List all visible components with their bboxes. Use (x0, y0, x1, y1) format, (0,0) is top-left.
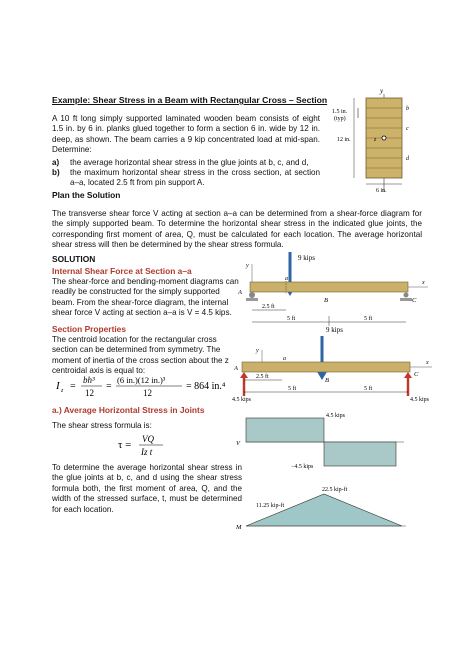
beam-rect (250, 282, 408, 292)
example-title: Example: Shear Stress in a Beam with Rectangular Cross – Section (52, 95, 328, 105)
item-b-text: the maximum horizontal shear stress in the cross section, at section a–a, located 2.5 ft from pin support A. (70, 168, 320, 188)
cs-plank-label: 1.5 in. (332, 109, 348, 115)
props-heading: Section Properties (52, 324, 127, 334)
inertia-equation (56, 373, 241, 401)
beam-C-label: C (412, 297, 417, 304)
shear-neg-label: −4.5 kips (291, 464, 314, 470)
cs-d-label: d (406, 156, 409, 162)
eq-i-den1: 12 (85, 388, 94, 398)
fbd-x-label: x (426, 360, 429, 366)
beam-y-label: y (246, 263, 249, 269)
beam-load-label: 9 kips (298, 254, 315, 262)
cs-y-label: y (380, 87, 384, 95)
solution-heading: SOLUTION (52, 254, 96, 264)
beam-dim-25: 2.5 ft (262, 304, 275, 310)
moment-a-label: 11.25 kip-ft (256, 503, 285, 509)
moment-triangle (246, 494, 402, 526)
avg-heading: a.) Average Horizontal Stress in Joints (52, 405, 205, 415)
cs-centroid (382, 136, 386, 140)
eq-i-num1: bh³ (83, 375, 95, 385)
beam-x-label: x (422, 280, 425, 286)
beam-figure (232, 250, 432, 332)
fbd-reaction-right: 4.5 kips (410, 397, 430, 403)
item-b-marker: b) (52, 168, 60, 178)
props-text: The centroid location for the rectangular cross section can be determined from symmetry. The moment of inertia of the cross section about the z centroidal axis is equal to: (52, 335, 229, 376)
cs-depth-label: 12 in. (337, 137, 351, 143)
fbd-dim-5b: 5 ft (364, 386, 373, 392)
beam-B-label: B (324, 297, 328, 304)
avg-text: To determine the average horizontal shear stress in the glue joints at b, c, and d using the shear stress formula both, the first moment of area, Q, and the width of the stressed surface, t, must be determined for each location. (52, 463, 242, 514)
problem-statement (52, 114, 320, 189)
cs-b-label: b (406, 106, 409, 112)
pin-base-a (246, 298, 258, 301)
eq-i-den2: 12 (143, 388, 152, 398)
fbd-y-label: y (256, 348, 259, 354)
pin-support-a (249, 292, 255, 298)
internal-heading: Internal Shear Force at Section a–a (52, 266, 192, 276)
fbd-reaction-left: 4.5 kips (232, 397, 252, 403)
tau-equation (118, 432, 188, 460)
eq-tau-den: Iz t (141, 447, 153, 457)
internal-text: The shear-force and bending-moment diagrams can readily be constructed for the simply supported beam. From the shear-force diagram, the internal shear force V acting at section a–a is V = 4.5 kips. (52, 277, 239, 318)
roller-base-c (400, 298, 412, 301)
fbd-a-label: a (283, 356, 286, 362)
cs-z-label: z (374, 137, 377, 143)
beam-A-label: A (238, 289, 242, 296)
svg-text:=: = (106, 381, 112, 392)
plan-text: The transverse shear force V acting at section a–a can be determined from a shear-force diagram for the simply supported beam. To determine the horizontal shear stress in the indicated glue joints, the corresponding first moment of area, Q, must be calculated for each location. The average horizontal shear stress will then be determined by the shear stress formula. (52, 209, 422, 250)
cross-section-figure (330, 86, 430, 198)
fbd-dim-5a: 5 ft (288, 386, 297, 392)
fbd-A-label: A (234, 365, 238, 372)
eq-i-num2: (6 in.)(12 in.)³ (117, 375, 166, 385)
eq-i-result: = 864 in.⁴ (186, 381, 226, 392)
intro-text: A 10 ft long simply supported laminated wooden beam consists of eight 1.5 in. by 6 in. planks glued together to form a section 6 in. wide by 12 in. deep, as shown. The beam carries a 9 kip concentrated load at mid-span. Determine: (52, 114, 320, 155)
item-a-marker: a) (52, 157, 60, 167)
plan-heading: Plan the Solution (52, 190, 121, 200)
item-a-text: the average horizontal shear stress in the glue joints at b, c, and d, (70, 157, 309, 167)
fbd-B-label: B (325, 377, 329, 384)
cs-c-label: c (406, 126, 409, 132)
beam-a-label: a (285, 276, 288, 282)
cs-typ-label: (typ) (334, 116, 346, 122)
shear-negative-block (324, 442, 396, 466)
svg-text:=: = (70, 381, 76, 392)
beam-dim-5b: 5 ft (364, 316, 373, 322)
eq-tau-num: VQ (142, 434, 154, 444)
moment-peak-label: 22.5 kip-ft (322, 487, 348, 493)
shear-positive-block (246, 418, 324, 442)
eq-tau-lhs: τ = (118, 439, 132, 451)
shear-axis-label: V (236, 440, 240, 447)
formula-intro: The shear stress formula is: (52, 421, 152, 430)
roller-support-c (404, 293, 409, 298)
cs-width-label: 6 in. (376, 188, 387, 194)
shear-pos-label: 4.5 kips (326, 413, 346, 419)
fbd-figure (232, 324, 442, 406)
eq-i-sub: z (61, 388, 64, 394)
fbd-load-label: 9 kips (326, 326, 343, 334)
eq-i-lhs: I (56, 380, 60, 392)
fbd-C-label: C (414, 371, 419, 378)
shear-diagram (232, 408, 432, 478)
item-b (52, 168, 320, 189)
fbd-dim-25: 2.5 ft (256, 374, 269, 380)
moment-diagram (232, 480, 432, 540)
item-a (52, 158, 320, 168)
beam-dim-5a: 5 ft (287, 316, 296, 322)
fbd-beam-rect (242, 362, 410, 372)
moment-axis-label: M (236, 524, 242, 531)
